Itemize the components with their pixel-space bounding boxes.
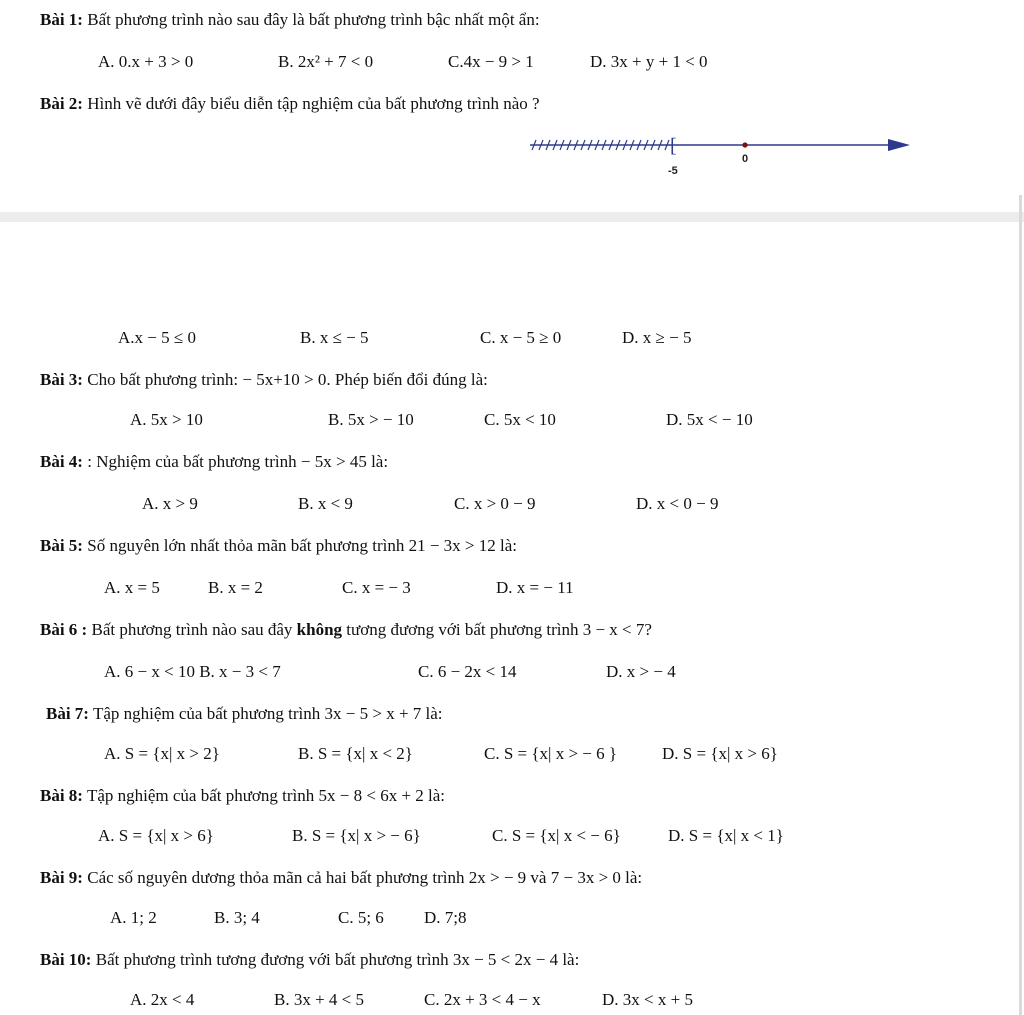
- page-edge: [1019, 195, 1022, 1015]
- q4-option-a[interactable]: A. x > 9: [142, 494, 198, 513]
- question-3: [40, 370, 488, 390]
- zero-point: [742, 142, 747, 147]
- question-7: [46, 704, 443, 724]
- q9-option-d[interactable]: D. 7;8: [424, 908, 467, 927]
- question-1: [40, 10, 540, 30]
- question-8-label: Bài 8:: [40, 786, 83, 805]
- question-1-label: Bài 1:: [40, 10, 83, 29]
- q4-option-c[interactable]: C. x > 0 − 9: [454, 494, 536, 513]
- question-4-text: : Nghiệm của bất phương trình − 5x > 45 là:: [87, 452, 389, 471]
- q1-option-d[interactable]: D. 3x + y + 1 < 0: [590, 52, 708, 71]
- question-2: [40, 94, 540, 114]
- question-10: [40, 950, 579, 970]
- question-7-label: Bài 7:: [46, 704, 89, 723]
- question-3-text: Cho bất phương trình: − 5x+10 > 0. Phép biến đổi đúng là:: [87, 370, 488, 389]
- q7-option-d[interactable]: D. S = {x| x > 6}: [662, 744, 778, 763]
- question-9-text: Các số nguyên dương thỏa mãn cả hai bất phương trình 2x > − 9 và 7 − 3x > 0 là:: [87, 868, 643, 887]
- q6-option-c[interactable]: C. 6 − 2x < 14: [418, 662, 517, 681]
- q5-option-c[interactable]: C. x = − 3: [342, 578, 411, 597]
- q9-option-b[interactable]: B. 3; 4: [214, 908, 260, 927]
- q4-option-d[interactable]: D. x < 0 − 9: [636, 494, 719, 513]
- question-5: [40, 536, 517, 556]
- question-10-text: Bất phương trình tương đương với bất phương trình 3x − 5 < 2x − 4 là:: [95, 950, 580, 969]
- tick-label-minus-5: -5: [668, 165, 678, 177]
- q3-option-a[interactable]: A. 5x > 10: [130, 410, 203, 429]
- question-6-label: Bài 6 :: [40, 620, 88, 639]
- q9-option-c[interactable]: C. 5; 6: [338, 908, 384, 927]
- question-10-label: Bài 10:: [40, 950, 92, 969]
- question-4-label: Bài 4:: [40, 452, 83, 471]
- q10-option-b[interactable]: B. 3x + 4 < 5: [274, 990, 365, 1009]
- q7-option-a[interactable]: A. S = {x| x > 2}: [104, 744, 220, 763]
- q2-option-c[interactable]: C. x − 5 ≥ 0: [480, 328, 562, 347]
- q9-option-a[interactable]: A. 1; 2: [110, 908, 157, 927]
- question-6-text-after: tương đương với bất phương trình 3 − x < 7?: [346, 620, 652, 639]
- question-5-text: Số nguyên lớn nhất thỏa mãn bất phương trình 21 − 3x > 12 là:: [87, 536, 517, 555]
- q8-option-a[interactable]: A. S = {x| x > 6}: [98, 826, 214, 845]
- q6-option-d[interactable]: D. x > − 4: [606, 662, 676, 681]
- q10-option-a[interactable]: A. 2x < 4: [130, 990, 195, 1009]
- question-6-text-bold: không: [296, 620, 343, 639]
- q5-option-d[interactable]: D. x = − 11: [496, 578, 574, 597]
- q5-option-a[interactable]: A. x = 5: [104, 578, 160, 597]
- number-line-arrow: [888, 139, 910, 151]
- q4-option-b[interactable]: B. x < 9: [298, 494, 353, 513]
- page-gap: [0, 212, 1024, 222]
- q2-option-a[interactable]: A.x − 5 ≤ 0: [118, 328, 196, 347]
- q7-option-b[interactable]: B. S = {x| x < 2}: [298, 744, 413, 763]
- q2-option-d[interactable]: D. x ≥ − 5: [622, 328, 692, 347]
- question-8-text: Tập nghiệm của bất phương trình 5x − 8 < 6x + 2 là:: [86, 786, 446, 805]
- q8-option-b[interactable]: B. S = {x| x > − 6}: [292, 826, 421, 845]
- number-line-figure: [520, 128, 920, 184]
- question-8: [40, 786, 445, 806]
- q1-option-c[interactable]: C.4x − 9 > 1: [448, 52, 534, 71]
- question-3-label: Bài 3:: [40, 370, 83, 389]
- tick-label-zero: 0: [742, 153, 749, 165]
- question-6-text-before: Bất phương trình nào sau đây: [91, 620, 293, 639]
- question-4: [40, 452, 388, 472]
- q3-option-c[interactable]: C. 5x < 10: [484, 410, 556, 429]
- question-7-text: Tập nghiệm của bất phương trình 3x − 5 > x + 7 là:: [92, 704, 443, 723]
- q10-option-d[interactable]: D. 3x < x + 5: [602, 990, 693, 1009]
- q3-option-d[interactable]: D. 5x < − 10: [666, 410, 753, 429]
- question-5-label: Bài 5:: [40, 536, 83, 555]
- q8-option-c[interactable]: C. S = {x| x < − 6}: [492, 826, 621, 845]
- q3-option-b[interactable]: B. 5x > − 10: [328, 410, 414, 429]
- q6-option-a-b[interactable]: A. 6 − x < 10 B. x − 3 < 7: [104, 662, 281, 681]
- q8-option-d[interactable]: D. S = {x| x < 1}: [668, 826, 784, 845]
- q5-option-b[interactable]: B. x = 2: [208, 578, 263, 597]
- question-6: [40, 620, 652, 640]
- question-9-label: Bài 9:: [40, 868, 83, 887]
- q2-option-b[interactable]: B. x ≤ − 5: [300, 328, 369, 347]
- question-2-label: Bài 2:: [40, 94, 83, 113]
- q7-option-c[interactable]: C. S = {x| x > − 6 }: [484, 744, 618, 763]
- q10-option-c[interactable]: C. 2x + 3 < 4 − x: [424, 990, 541, 1009]
- question-9: [40, 868, 642, 888]
- question-2-text: Hình vẽ dưới đây biểu diễn tập nghiệm của bất phương trình nào ?: [87, 94, 540, 113]
- bracket-mark: [: [670, 135, 677, 157]
- question-1-text: Bất phương trình nào sau đây là bất phương trình bậc nhất một ẩn:: [87, 10, 540, 29]
- q1-option-a[interactable]: A. 0.x + 3 > 0: [98, 52, 194, 71]
- q1-option-b[interactable]: B. 2x² + 7 < 0: [278, 52, 374, 71]
